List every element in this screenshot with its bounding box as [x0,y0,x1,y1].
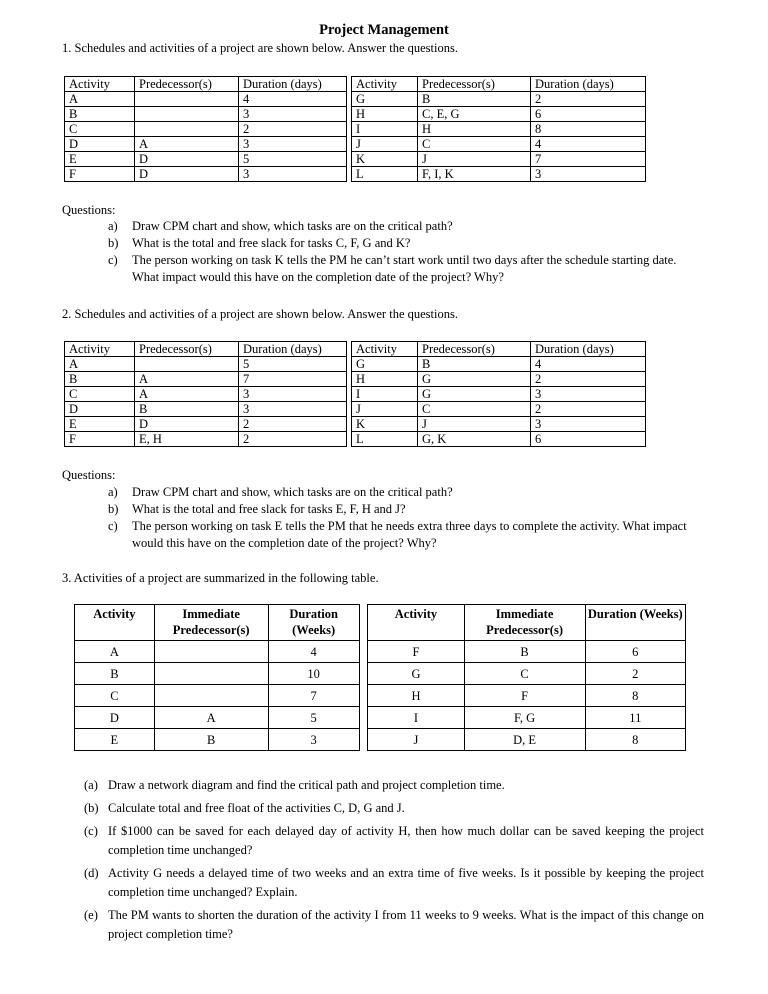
table-cell: 2 [531,92,646,107]
question-marker: (e) [84,908,98,922]
table-cell [135,92,239,107]
table-cell: A [135,372,239,387]
table-cell: I [352,387,418,402]
column-header: Activity [352,77,418,92]
table-cell: L [352,167,418,182]
table-cell: 3 [531,167,646,182]
table-cell: G [352,92,418,107]
table-row [75,641,686,663]
table-divider [359,729,368,751]
table-cell: F [65,167,135,182]
table-cell: B [464,641,585,663]
column-header: Activity [65,342,135,357]
table-cell: 4 [268,641,359,663]
question-item [108,252,688,286]
table-cell: G [368,663,464,685]
question-text: The person working on task E tells the PM that he needs extra three days to complete the activity. What impact would this have on the completion date of the project? Why? [132,519,687,550]
table-cell: C [418,402,531,417]
table-row [65,122,646,137]
table-cell: 10 [268,663,359,685]
table-row [65,357,646,372]
table-cell: 7 [531,152,646,167]
question-item [108,235,688,252]
table-row [65,402,646,417]
table-row [75,707,686,729]
table-cell [135,357,239,372]
table-cell: 3 [239,167,347,182]
table-cell: H [352,107,418,122]
table-cell: C [464,663,585,685]
table-cell: J [418,152,531,167]
table-row [65,432,646,447]
question-marker: c) [108,519,118,533]
table-cell: I [368,707,464,729]
table-header-row [75,605,686,641]
table-divider [359,663,368,685]
question-marker: a) [108,485,118,499]
question-marker: c) [108,253,118,267]
table-row [65,107,646,122]
column-header: Immediate Predecessor(s) [464,605,585,641]
table-cell: B [418,92,531,107]
q2-schedule-table [64,341,646,447]
table-cell: I [352,122,418,137]
table-row [75,729,686,751]
table-cell: 8 [531,122,646,137]
question-text: Activity G needs a delayed time of two weeks and an extra time of five weeks. Is it possible by keeping the project completion time unchanged? Explain. [108,866,704,899]
question-item [108,501,688,518]
table-row [65,92,646,107]
q1-question-list [108,218,688,286]
table-cell: 6 [585,641,685,663]
question-item [84,776,704,795]
table-row [65,167,646,182]
question-marker: (b) [84,801,99,815]
question-item [84,864,704,902]
table-cell: A [154,707,268,729]
table-cell: 6 [531,432,646,447]
table-cell: H [368,685,464,707]
table-cell: H [418,122,531,137]
table-divider [359,605,368,641]
table-header-row [65,342,646,357]
table-cell: 4 [531,357,646,372]
table-cell: D, E [464,729,585,751]
table-divider [359,707,368,729]
q1-intro: 1. Schedules and activities of a project are shown below. Answer the questions. [62,41,458,55]
question-marker: (d) [84,866,99,880]
table-cell: C [418,137,531,152]
table-cell: 7 [268,685,359,707]
question-marker: b) [108,236,119,250]
table-divider [359,685,368,707]
table-cell: K [352,152,418,167]
table-cell: 5 [239,357,347,372]
q3-question-list [84,776,704,948]
column-header: Activity [65,77,135,92]
table-cell: 2 [531,402,646,417]
table-cell: A [65,92,135,107]
table-cell: A [135,387,239,402]
table-cell: B [135,402,239,417]
table-cell: 8 [585,685,685,707]
table-row [65,387,646,402]
column-header: Duration (days) [239,77,347,92]
question-item [84,906,704,944]
table-cell: A [75,641,155,663]
column-header: Predecessor(s) [135,342,239,357]
table-cell: B [418,357,531,372]
table-cell: 5 [239,152,347,167]
question-item [108,484,688,501]
table-cell: A [65,357,135,372]
question-marker: b) [108,502,119,516]
question-text: Calculate total and free float of the activities C, D, G and J. [108,801,405,815]
table-cell: 4 [239,92,347,107]
table-cell: 2 [239,417,347,432]
column-header: Predecessor(s) [418,342,531,357]
q2-questions-label: Questions: [62,468,116,482]
question-text: Draw a network diagram and find the critical path and project completion time. [108,778,505,792]
table-divider [359,641,368,663]
table-cell: F [464,685,585,707]
table-cell: D [75,707,155,729]
table-header-row [65,77,646,92]
table-row [75,685,686,707]
table-cell: F, I, K [418,167,531,182]
question-text: Draw CPM chart and show, which tasks are on the critical path? [132,485,453,499]
table-cell: 7 [239,372,347,387]
table-cell: E [65,152,135,167]
table-cell [154,685,268,707]
column-header: Duration (Weeks) [268,605,359,641]
page-title: Project Management [319,22,449,38]
table-row [65,417,646,432]
table-row [65,372,646,387]
column-header: Duration (days) [239,342,347,357]
table-cell: 3 [531,387,646,402]
table-row [65,152,646,167]
question-text: Draw CPM chart and show, which tasks are on the critical path? [132,219,453,233]
table-cell: 5 [268,707,359,729]
question-text: What is the total and free slack for tasks E, F, H and J? [132,502,406,516]
table-cell: K [352,417,418,432]
table-cell: 3 [239,387,347,402]
table-cell: J [352,402,418,417]
table-cell: J [418,417,531,432]
table-cell: D [135,152,239,167]
table-cell [135,122,239,137]
table-cell: B [65,107,135,122]
q2-intro: 2. Schedules and activities of a project are shown below. Answer the questions. [62,307,458,321]
table-cell: 2 [585,663,685,685]
column-header: Duration (Weeks) [585,605,685,641]
question-item [108,218,688,235]
table-cell: 2 [239,432,347,447]
question-text: The PM wants to shorten the duration of the activity I from 11 weeks to 9 weeks. What is the impact of this change on project completion time? [108,908,704,941]
table-cell: 3 [239,402,347,417]
table-cell: L [352,432,418,447]
question-text: The person working on task K tells the PM he can’t start work until two days after the schedule starting date. What impact would this have on the completion date of the project? Why? [132,253,677,284]
table-cell: 2 [531,372,646,387]
column-header: Predecessor(s) [135,77,239,92]
question-item [84,822,704,860]
table-cell: 4 [531,137,646,152]
table-cell: D [65,137,135,152]
table-cell: G [352,357,418,372]
table-cell: B [75,663,155,685]
question-item [108,518,688,552]
table-cell: B [154,729,268,751]
table-cell: F [65,432,135,447]
table-cell: J [368,729,464,751]
table-cell: J [352,137,418,152]
table-row [65,137,646,152]
question-item [84,799,704,818]
q1-questions-label: Questions: [62,203,116,217]
column-header: Activity [75,605,155,641]
q3-intro: 3. Activities of a project are summarized in the following table. [62,571,379,585]
table-cell: G [418,387,531,402]
table-row [75,663,686,685]
table-cell: F [368,641,464,663]
column-header: Activity [368,605,464,641]
q3-activities-table [74,604,686,751]
table-cell: D [135,417,239,432]
table-cell: C [65,387,135,402]
table-cell: H [352,372,418,387]
table-cell: G [418,372,531,387]
table-cell: C [65,122,135,137]
table-cell: D [65,402,135,417]
table-cell: 8 [585,729,685,751]
q1-schedule-table [64,76,646,182]
table-cell: A [135,137,239,152]
table-cell: E [75,729,155,751]
table-cell [135,107,239,122]
table-cell: 3 [239,137,347,152]
table-cell [154,641,268,663]
table-cell: B [65,372,135,387]
column-header: Duration (days) [531,342,646,357]
question-text: If $1000 can be saved for each delayed day of activity H, then how much dollar can be saved keeping the project completion time unchanged? [108,824,704,857]
table-cell: 3 [239,107,347,122]
table-cell: C, E, G [418,107,531,122]
column-header: Immediate Predecessor(s) [154,605,268,641]
table-cell: 2 [239,122,347,137]
table-cell: 3 [531,417,646,432]
question-marker: (a) [84,778,98,792]
table-cell [154,663,268,685]
table-cell: E [65,417,135,432]
table-cell: D [135,167,239,182]
table-cell: G, K [418,432,531,447]
table-cell: F, G [464,707,585,729]
question-marker: (c) [84,824,98,838]
question-marker: a) [108,219,118,233]
question-text: What is the total and free slack for tasks C, F, G and K? [132,236,411,250]
column-header: Duration (days) [531,77,646,92]
table-cell: E, H [135,432,239,447]
table-cell: 6 [531,107,646,122]
table-cell: 3 [268,729,359,751]
q2-question-list [108,484,688,552]
column-header: Predecessor(s) [418,77,531,92]
table-cell: 11 [585,707,685,729]
column-header: Activity [352,342,418,357]
table-cell: C [75,685,155,707]
